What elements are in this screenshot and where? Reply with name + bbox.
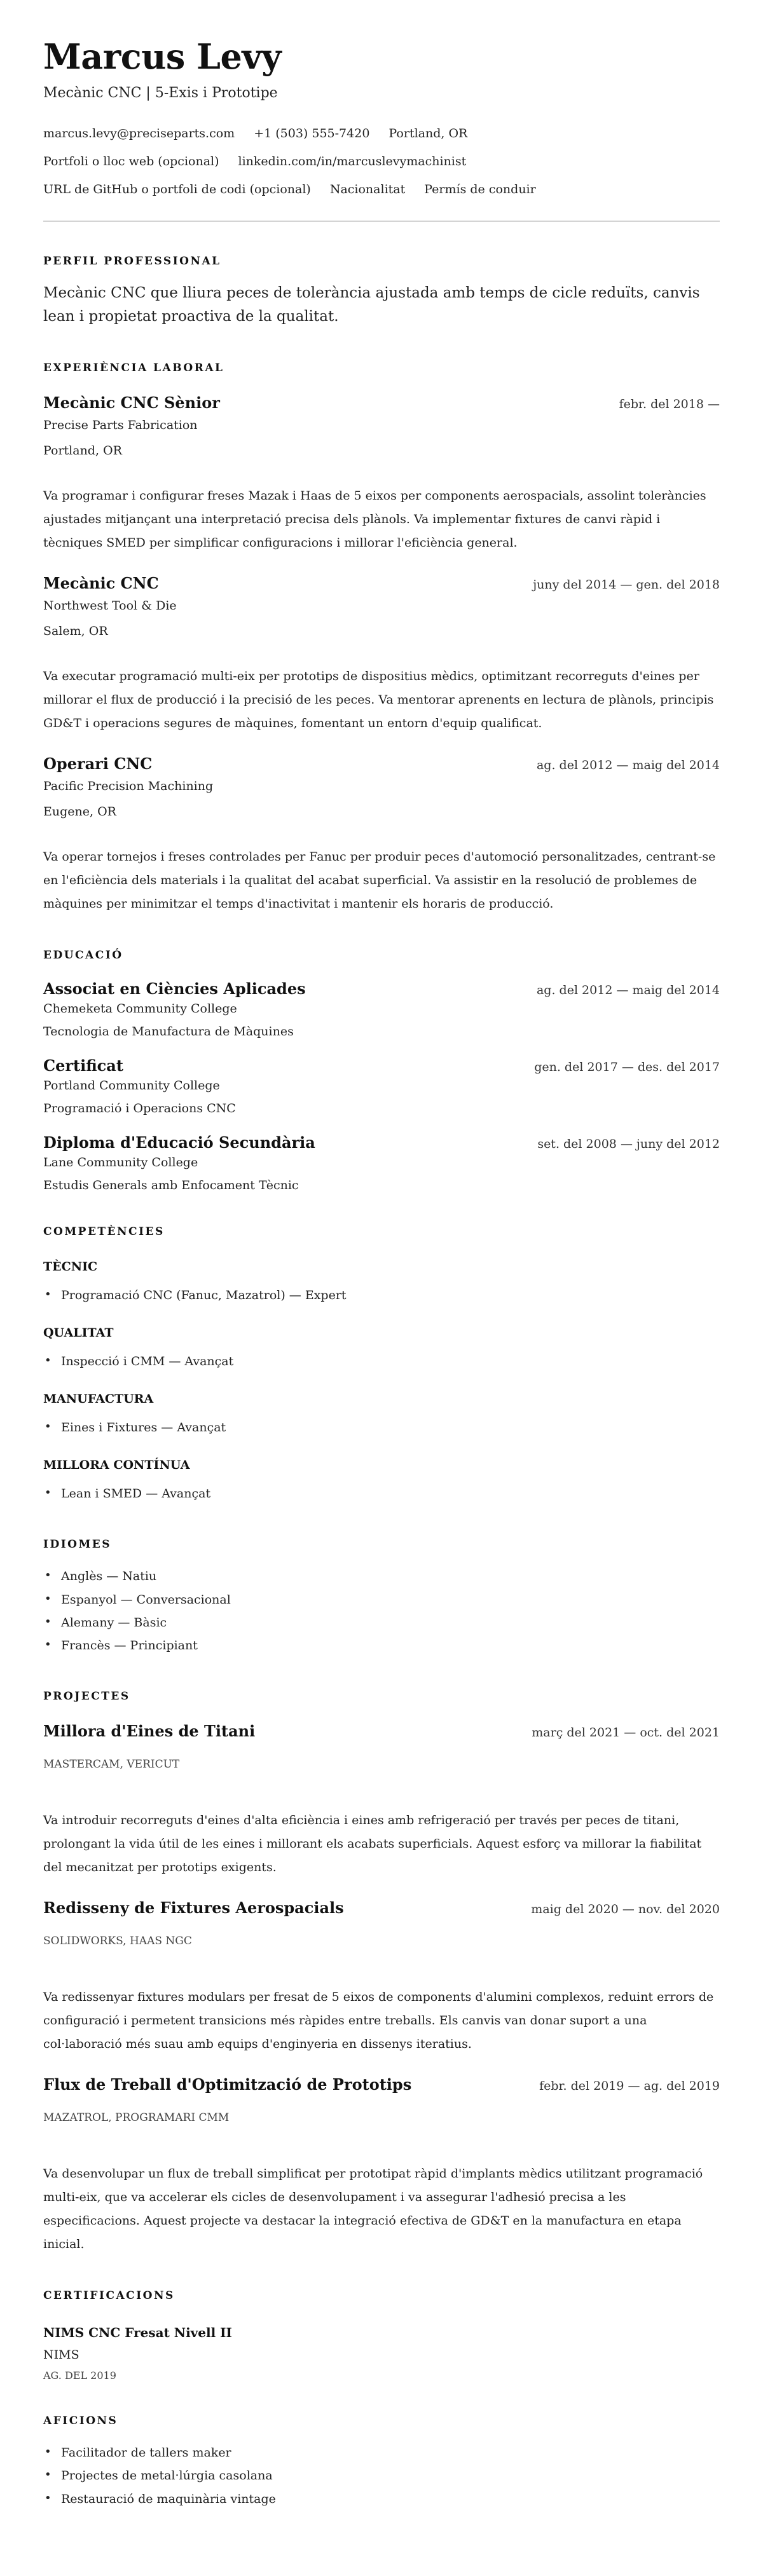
job-title: Operari CNC <box>43 754 153 773</box>
job-location: Eugene, OR <box>43 804 116 819</box>
project-description: Va redissenyar fixtures modulars per fresat de 5 eixos de components d'alumini complexos, reduint errors de configuració i permetent transicions més ràpides entre treballs. Els canvis van donar suport a una col·laboració més suau amb equips d'enginyeria en dissenys iteratius. <box>43 1990 714 2052</box>
header-divider <box>43 221 720 222</box>
skill-category: MANUFACTURA <box>43 1392 154 1407</box>
section-title-profile: PERFIL PROFESSIONAL <box>43 255 221 268</box>
contact-nationality: Nacionalitat <box>329 182 406 197</box>
job-company: Northwest Tool & Die <box>43 598 177 613</box>
skill-item: • Lean i SMED — Avançat <box>43 1482 720 1505</box>
candidate-headline: Mecànic CNC | 5-Exis i Prototipe <box>43 85 278 102</box>
project-item <box>43 1722 720 1879</box>
study-field: Tecnologia de Manufactura de Màquines <box>43 1025 294 1039</box>
section-certifications <box>43 2289 720 2382</box>
section-title-languages: IDIOMES <box>43 1538 112 1551</box>
certification-issuer: NIMS <box>43 2348 79 2362</box>
contact-row-links <box>43 154 720 168</box>
contact-row-extra <box>43 182 720 196</box>
skill-category: TÈCNIC <box>43 1260 98 1274</box>
contact-portfolio[interactable]: Portfoli o lloc web (opcional) <box>43 154 219 169</box>
degree-dates: ag. del 2012 — maig del 2014 <box>536 983 720 998</box>
job-company: Pacific Precision Machining <box>43 779 214 793</box>
skill-list <box>43 1284 720 1307</box>
project-item <box>43 2075 720 2256</box>
skill-item: • Eines i Fixtures — Avançat <box>43 1416 720 1439</box>
job-dates: ag. del 2012 — maig del 2014 <box>536 758 720 772</box>
contact-linkedin[interactable]: linkedin.com/in/marcuslevymachinist <box>238 154 467 169</box>
certification-name: NIMS CNC Fresat Nivell II <box>43 2325 232 2341</box>
degree-dates: gen. del 2017 — des. del 2017 <box>534 1060 720 1075</box>
language-item: • Anglès — Natiu <box>43 1565 720 1588</box>
project-technologies: SOLIDWORKS, HAAS NGC <box>43 1935 192 1947</box>
candidate-name: Marcus Levy <box>43 36 282 77</box>
contact-row-primary <box>43 126 720 140</box>
hobby-list <box>43 2441 720 2510</box>
job-title: Mecànic CNC Sènior <box>43 393 220 412</box>
degree-title: Certificat <box>43 1056 123 1075</box>
section-title-projects: PROJECTES <box>43 1689 130 1703</box>
language-item: • Francès — Principiant <box>43 1634 720 1657</box>
degree-dates: set. del 2008 — juny del 2012 <box>537 1137 720 1152</box>
project-name: Redisseny de Fixtures Aerospacials <box>43 1898 344 1917</box>
job-location: Portland, OR <box>43 443 122 458</box>
project-description: Va introduir recorreguts d'eines d'alta eficiència i eines amb refrigeració per través per peces de titani, prolongant la vida útil de les eines i millorant els acabats superficials. Aquest esforç va millorar la fiabilitat del mecanitzat per prototips exigents. <box>43 1813 702 1874</box>
project-name: Flux de Treball d'Optimització de Prototips <box>43 2075 412 2094</box>
school-name: Chemeketa Community College <box>43 1002 237 1016</box>
section-title-experience: EXPERIÈNCIA LABORAL <box>43 361 224 374</box>
section-title-hobbies: AFICIONS <box>43 2415 118 2428</box>
contact-driving-license: Permís de conduir <box>424 182 536 197</box>
contact-location: Portland, OR <box>388 126 468 141</box>
hobby-item: • Projectes de metal·lúrgia casolana <box>43 2464 720 2487</box>
education-item <box>43 1133 720 1192</box>
study-field: Programació i Operacions CNC <box>43 1101 236 1116</box>
section-projects <box>43 1690 720 2256</box>
experience-item <box>43 754 720 916</box>
school-name: Lane Community College <box>43 1155 198 1170</box>
experience-item <box>43 393 720 555</box>
contact-phone[interactable]: +1 (503) 555-7420 <box>254 126 370 141</box>
job-company: Precise Parts Fabrication <box>43 418 198 432</box>
job-description: Va programar i configurar freses Mazak i Haas de 5 eixos per components aerospacials, assolint toleràncies ajustades mitjançant una interpretació precisa dels plànols. Va implementar fixtures de canvi ràpid i tècniques SMED per simplificar configuracions i millorar l'eficiència general. <box>43 488 706 550</box>
section-skills <box>43 1225 720 1505</box>
profile-summary: Mecànic CNC que lliura peces de tolerància ajustada amb temps de cicle reduïts, canvis lean i propietat proactiva de la qualitat. <box>43 285 700 325</box>
certification-item <box>43 2325 720 2382</box>
school-name: Portland Community College <box>43 1079 220 1093</box>
section-languages <box>43 1538 720 1656</box>
job-dates: juny del 2014 — gen. del 2018 <box>533 577 720 592</box>
project-item <box>43 1898 720 2056</box>
hobby-item: • Restauració de maquinària vintage <box>43 2488 720 2511</box>
hobby-item: • Facilitador de tallers maker <box>43 2441 720 2464</box>
project-name: Millora d'Eines de Titani <box>43 1721 256 1740</box>
section-title-certifications: CERTIFICACIONS <box>43 2289 175 2303</box>
skill-category: MILLORA CONTÍNUA <box>43 1458 190 1473</box>
project-technologies: MAZATROL, PROGRAMARI CMM <box>43 2111 230 2125</box>
education-item <box>43 979 720 1039</box>
section-title-education: EDUCACIÓ <box>43 949 123 962</box>
language-item: • Espanyol — Conversacional <box>43 1588 720 1611</box>
skill-list <box>43 1350 720 1373</box>
skill-item: • Programació CNC (Fanuc, Mazatrol) — Expert <box>43 1284 720 1307</box>
section-profile <box>43 255 720 329</box>
project-description: Va desenvolupar un flux de treball simplificat per prototipat ràpid d'implants mèdics utilitzant programació multi-eix, que va accelerar els cicles de desenvolupament i va assegurar l'adhesió precisa a les especificacions. Aquest projecte va destacar la integració efectiva de GD&T en la manufactura en etapa inicial. <box>43 2167 703 2252</box>
language-item: • Alemany — Bàsic <box>43 1611 720 1634</box>
certification-date: AG. DEL 2019 <box>43 2369 116 2382</box>
study-field: Estudis Generals amb Enfocament Tècnic <box>43 1178 299 1193</box>
section-hobbies <box>43 2415 720 2510</box>
section-experience <box>43 362 720 916</box>
job-location: Salem, OR <box>43 624 108 638</box>
job-description: Va operar tornejos i freses controlades per Fanuc per produir peces d'automoció personalitzades, centrant-se en l'eficiència dels materials i la qualitat del acabat superficial. Va assistir en la resolució de problemes de màquines per minimitzar el temps d'inactivitat i mantenir els horaris de producció. <box>43 849 716 911</box>
contact-github[interactable]: URL de GitHub o portfoli de codi (opcional) <box>43 182 311 197</box>
experience-item <box>43 574 720 735</box>
resume-header <box>43 37 720 196</box>
section-education <box>43 949 720 1192</box>
skill-list <box>43 1416 720 1439</box>
skill-list <box>43 1482 720 1505</box>
job-description: Va executar programació multi-eix per prototips de dispositius mèdics, optimitzant recorreguts d'eines per millorar el flux de producció i la precisió de les peces. Va mentorar aprenents en lectura de plànols, principis GD&T i operacions segures de màquines, fomentant un entorn d'equip qualificat. <box>43 669 714 730</box>
language-list <box>43 1565 720 1656</box>
education-item <box>43 1056 720 1115</box>
contact-email[interactable]: marcus.levy@preciseparts.com <box>43 126 235 141</box>
project-dates: maig del 2020 — nov. del 2020 <box>531 1902 720 1916</box>
degree-title: Associat en Ciències Aplicades <box>43 979 306 998</box>
project-dates: març del 2021 — oct. del 2021 <box>532 1725 720 1740</box>
job-dates: febr. del 2018 — <box>619 397 720 411</box>
job-title: Mecànic CNC <box>43 573 159 592</box>
project-technologies: MASTERCAM, VERICUT <box>43 1757 180 1771</box>
skill-category: QUALITAT <box>43 1326 114 1340</box>
skill-item: • Inspecció i CMM — Avançat <box>43 1350 720 1373</box>
section-title-skills: COMPETÈNCIES <box>43 1225 165 1239</box>
project-dates: febr. del 2019 — ag. del 2019 <box>539 2079 720 2094</box>
degree-title: Diploma d'Educació Secundària <box>43 1133 315 1152</box>
